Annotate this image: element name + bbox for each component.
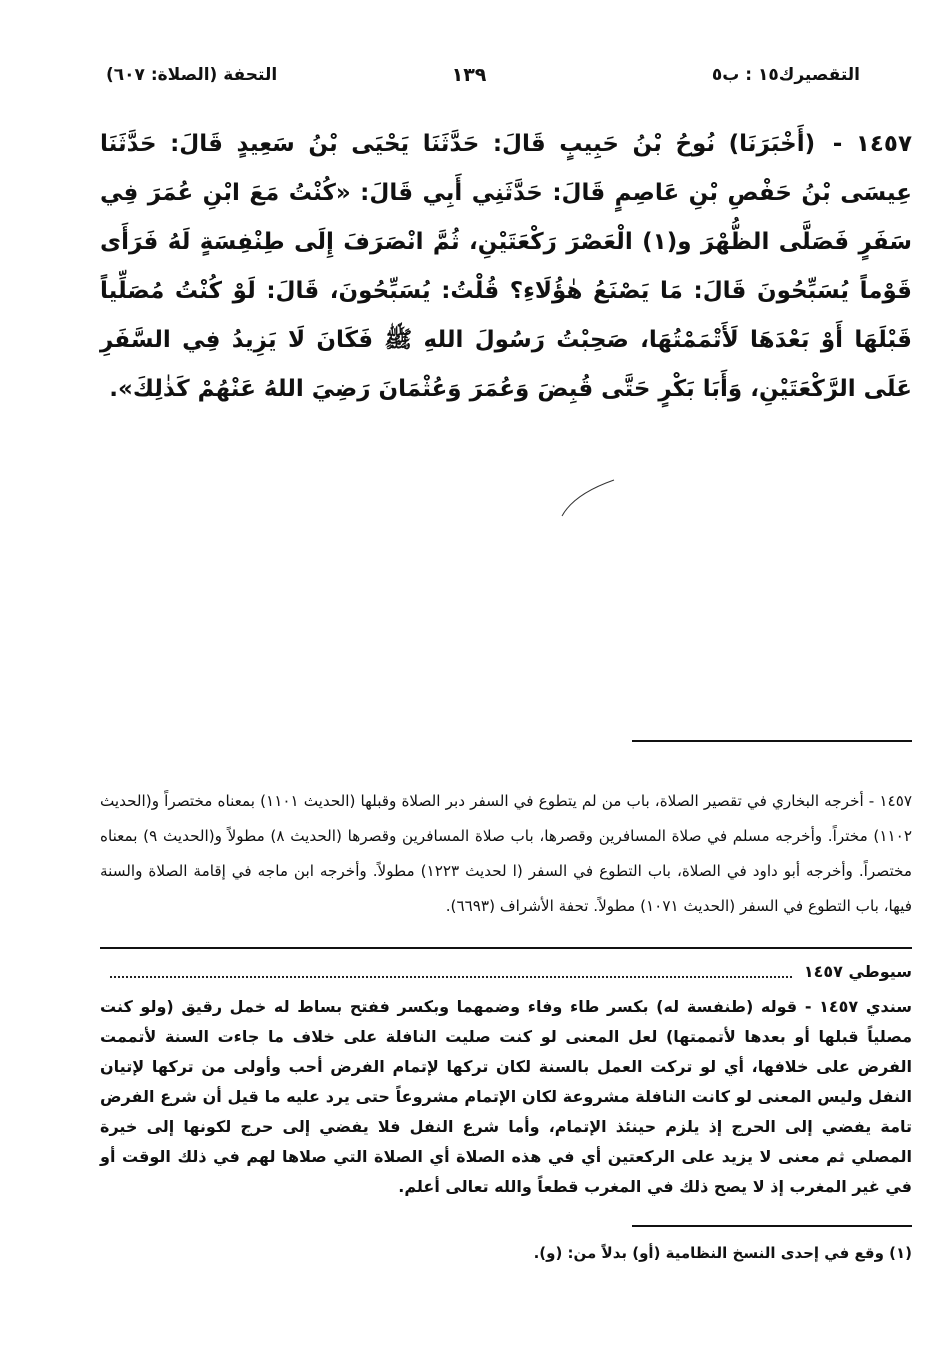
hadith-text-block	[100, 120, 912, 414]
sindi-label: سندي ١٤٥٧ -	[804, 997, 913, 1016]
hadith-body: (أَخْبَرَنَا) نُوحُ بْنُ حَبِيبٍ قَالَ: حَدَّثَنَا يَحْيَى بْنُ سَعِيدٍ قَالَ: حَدَّثَنَا عِيسَى بْنُ حَفْصِ بْنِ عَاصِمٍ قَالَ: حَدَّثَنِي أَبِي قَالَ: «كُنْتُ مَعَ ابْنِ عُمَرَ فِي سَفَرٍ فَصَلَّى الظُّهْرَ و(١) الْعَصْرَ رَكْعَتَيْنِ، ثُمَّ انْصَرَفَ إِلَى طِنْفِسَةٍ لَهُ فَرَأَى قَوْماً يُسَبِّحُونَ قَالَ: مَا يَصْنَعُ هٰؤُلَاءِ؟ قُلْتُ: يُسَبِّحُونَ، قَالَ: لَوْ كُنْتُ مُصَلِّياً قَبْلَهَا أَوْ بَعْدَهَا لَأَتْمَمْتُهَا، صَحِبْتُ رَسُولَ اللهِ ﷺ فَكَانَ لَا يَزِيدُ فِي السَّفَرِ عَلَى الرَّكْعَتَيْنِ، وَأَبَا بَكْرٍ حَتَّى قُبِضَ وَعُمَرَ وَعُثْمَانَ رَضِيَ اللهُ عَنْهُمْ كَذٰلِكَ».	[100, 131, 913, 402]
suyuti-label: سيوطي ١٤٥٧	[803, 962, 912, 981]
takhrij-note	[100, 784, 912, 924]
suyuti-commentary-row	[100, 954, 912, 990]
running-header-tuhfa-ref: التحفة (الصلاة: ٦٠٧)	[106, 65, 278, 85]
stray-pen-mark	[560, 478, 616, 518]
sindi-body: قوله (طنفسة له) بكسر طاء وفاء وضمهما وبكسر ففتح بساط له خمل رقيق (ولو كنت مصلياً قبلها أو بعدها لأتممتها) لعل المعنى لو كنت صليت النافلة على خلاف ما جاءت السنة لأتممت الفرض على خلافها، أي لو تركت العمل بالسنة لكان تركها لإتمام الفرض أحب وأولى من تركها لإتيان النفل وليس المعنى لو كانت النافلة مشروعة لكان الإتمام مشروعاً حتى يرد عليه ما قيل أن شرع الفرض تامة يفضي إلى الحرج إذ يلزم حينئذ الإتمام، وأما شرع النفل فلا يفضي إلى حرج لكونها إلى خيرة المصلي ثم معنى لا يزيد على الركعتين أي في هذه الصلاة أي الصلاة التي صلاها لهم في ذلك الوقت أو في غير المغرب إذ لا يصح ذلك في المغرب قطعاً والله تعالى أعلم.	[100, 997, 912, 1196]
takhrij-body: أخرجه البخاري في تقصير الصلاة، باب من لم يتطوع في السفر دبر الصلاة وقبلها (الحديث ١١٠١) بمعناه مختصراً و(الحديث ١١٠٢) مختراً. وأخرجه مسلم في صلاة المسافرين وقصرها، باب صلاة المسافرين وقصرها (الحديث ٨) مطولاً و(الحديث ٩) بمعناه مختصراً. وأخرجه أبو داود في الصلاة، باب التطوع في السفر (ا لحديث ١٢٢٣) مطولاً. وأخرجه ابن ماجه في إقامة الصلاة والسنة فيها، باب التطوع في السفر (الحديث ١٠٧١) مطولاً. تحفة الأشراف (٦٦٩٣).	[100, 792, 912, 915]
footnote-separator-rule	[632, 740, 912, 742]
dotted-leader	[110, 976, 792, 978]
variant-footnote: (١) وقع في إحدى النسخ النظامية (أو) بدلاً من: (و).	[533, 1244, 912, 1262]
sindi-commentary	[100, 992, 912, 1202]
running-header-manuscript-ref: التقصيرك١٥ : ب٥	[711, 65, 860, 85]
footnote-rule	[632, 1225, 912, 1227]
page-number: ١٣٩	[451, 64, 487, 86]
commentary-separator-rule	[100, 947, 912, 949]
takhrij-number: ١٤٥٧ -	[868, 792, 913, 810]
hadith-number: ١٤٥٧ -	[832, 131, 912, 157]
